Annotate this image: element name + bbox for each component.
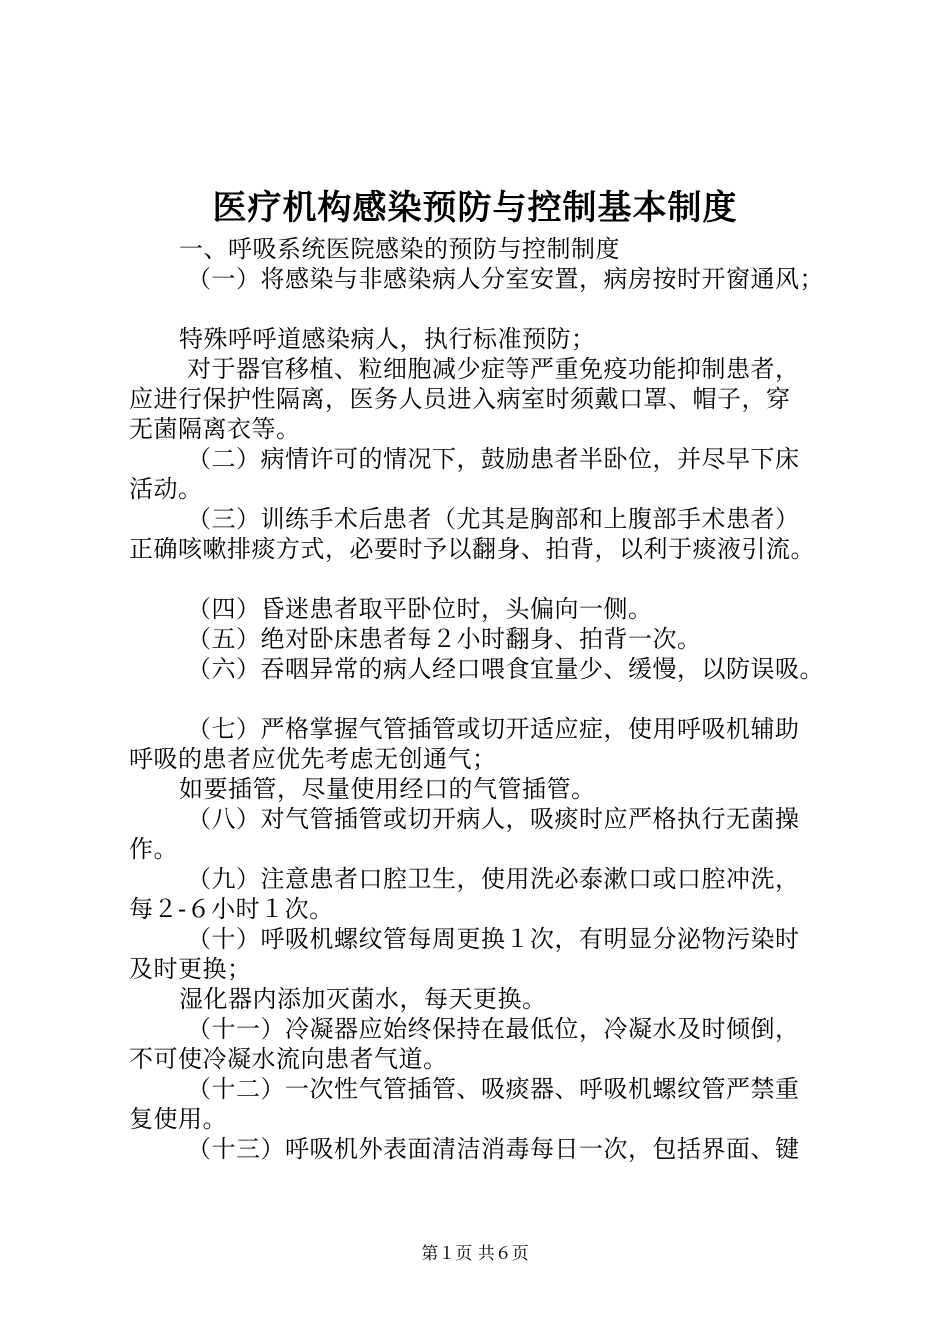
blank-line: [129, 294, 849, 324]
section-heading: 一、呼吸系统医院感染的预防与控制制度: [179, 235, 620, 263]
paragraph-line: （四）昏迷患者取平卧位时，头偏向一侧。: [187, 595, 653, 623]
paragraph-line: （二）病情许可的情况下，鼓励患者半卧位，并尽早下床: [187, 445, 800, 473]
paragraph-line: 如要插管，尽量使用经口的气管插管。: [179, 775, 596, 803]
paragraph-line: （八）对气管插管或切开病人，吸痰时应严格执行无菌操: [187, 805, 800, 833]
page-number-footer: 第１页 共６页: [421, 1244, 529, 1264]
paragraph-line: （九）注意患者口腔卫生，使用洗必泰漱口或口腔冲洗，: [187, 865, 800, 893]
paragraph-line: 作。: [129, 835, 178, 863]
paragraph-line: 特殊呼呼道感染病人，执行标准预防；: [179, 325, 596, 353]
paragraph-line: 对于器官移植、粒细胞减少症等严重免疫功能抑制患者，: [187, 355, 800, 383]
paragraph-line: 湿化器内添加灭菌水，每天更换。: [179, 985, 547, 1013]
paragraph-line: （一）将感染与非感染病人分室安置，病房按时开窗通风；: [187, 265, 824, 293]
paragraph-line: （十三）呼吸机外表面清洁消毒每日一次，包括界面、键: [187, 1135, 800, 1163]
paragraph-line: 应进行保护性隔离，医务人员进入病室时须戴口罩、帽子，穿: [129, 385, 791, 413]
blank-line: [129, 684, 849, 714]
document-body: [129, 234, 849, 1164]
paragraph-line: 每２-６小时１次。: [129, 895, 334, 923]
paragraph-line: （六）吞咽异常的病人经口喂食宜量少、缓慢，以防误吸。: [187, 655, 824, 683]
paragraph-line: （十二）一次性气管插管、吸痰器、呼吸机螺纹管严禁重: [187, 1075, 800, 1103]
paragraph-line: 呼吸的患者应优先考虑无创通气；: [129, 745, 497, 773]
paragraph-line: （五）绝对卧床患者每２小时翻身、拍背一次。: [187, 625, 702, 653]
paragraph-line: 及时更换；: [129, 955, 252, 983]
paragraph-line: 正确咳嗽排痰方式，必要时予以翻身、拍背，以利于痰液引流。: [129, 535, 815, 563]
paragraph-line: 无菌隔离衣等。: [129, 415, 301, 443]
paragraph-line: （十）呼吸机螺纹管每周更换１次，有明显分泌物污染时: [187, 925, 800, 953]
paragraph-line: （七）严格掌握气管插管或切开适应症，使用呼吸机辅助: [187, 715, 800, 743]
paragraph-line: 不可使冷凝水流向患者气道。: [129, 1045, 448, 1073]
paragraph-line: （三）训练手术后患者（尤其是胸部和上腹部手术患者）: [187, 505, 800, 533]
blank-line: [129, 564, 849, 594]
document-title: 医疗机构感染预防与控制基本制度: [212, 188, 738, 228]
paragraph-line: （十一）冷凝器应始终保持在最低位，冷凝水及时倾倒，: [187, 1015, 800, 1043]
paragraph-line: 活动。: [129, 475, 203, 503]
paragraph-line: 复使用。: [129, 1105, 227, 1133]
